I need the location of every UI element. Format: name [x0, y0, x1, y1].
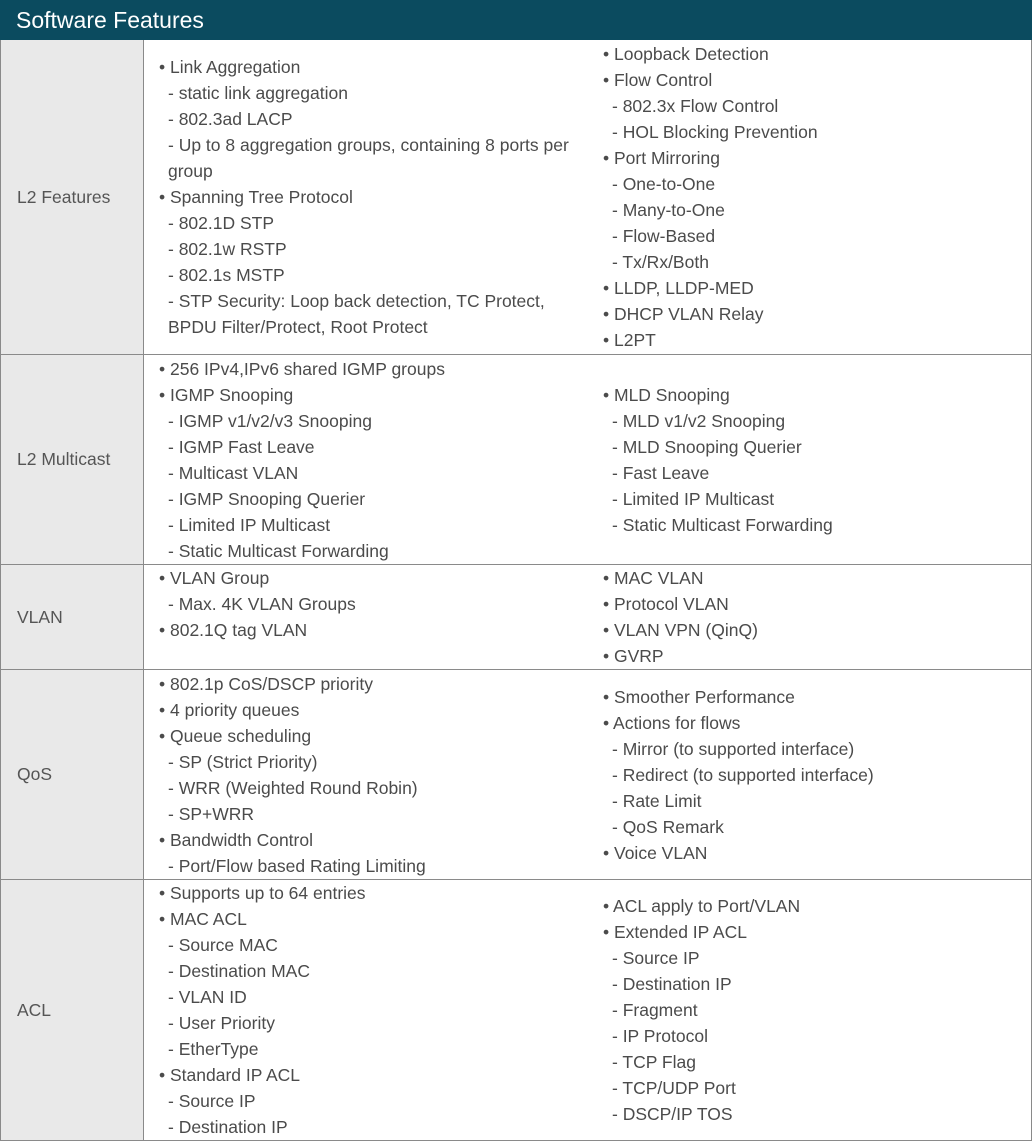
left-feature-list — [144, 40, 588, 354]
feature-item: • MAC ACL — [159, 909, 247, 929]
feature-subitem: - 802.1w RSTP — [168, 239, 287, 259]
feature-subitem: - IGMP Snooping Querier — [168, 488, 366, 509]
feature-item: • DHCP VLAN Relay — [603, 304, 764, 324]
feature-item: • Standard IP ACL — [159, 1065, 301, 1085]
feature-item: • ACL apply to Port/VLAN — [603, 896, 801, 916]
right-feature-list — [588, 40, 1031, 354]
feature-item: • VLAN VPN (QinQ) — [603, 620, 758, 640]
feature-item: • GVRP — [603, 646, 664, 666]
feature-subitem: - Destination MAC — [168, 961, 310, 981]
feature-subitem: - TCP/UDP Port — [612, 1078, 736, 1098]
feature-subitem: - 802.1D STP — [168, 213, 275, 233]
feature-item: • L2PT — [603, 330, 656, 350]
feature-item: • 4 priority queues — [159, 699, 300, 720]
feature-subitem: - EtherType — [168, 1039, 259, 1059]
feature-subitem: - Multicast VLAN — [168, 462, 299, 483]
feature-item: • Port Mirroring — [603, 148, 720, 168]
feature-subitem: - VLAN ID — [168, 987, 247, 1007]
feature-subitem: - Destination IP — [612, 974, 732, 994]
feature-subitem: - Redirect (to supported interface) — [612, 764, 874, 785]
feature-subitem: - Source MAC — [168, 935, 278, 955]
feature-subitem: - 802.3ad LACP — [168, 109, 293, 129]
feature-subitem: - Port/Flow based Rating Limiting — [168, 855, 426, 876]
feature-item: • Smoother Performance — [603, 686, 795, 707]
feature-item: • Extended IP ACL — [603, 922, 747, 942]
row-label: ACL — [17, 999, 52, 1020]
feature-subitem: - Mirror (to supported interface) — [612, 738, 855, 759]
feature-subitem: - Limited IP Multicast — [612, 488, 775, 509]
feature-subitem: - HOL Blocking Prevention — [612, 122, 818, 142]
left-feature-list — [144, 565, 588, 669]
row-label-cell — [1, 670, 144, 879]
feature-item: • Supports up to 64 entries — [159, 883, 366, 903]
feature-subitem: - 802.3x Flow Control — [612, 96, 779, 116]
feature-subitem: - Flow-Based — [612, 226, 716, 246]
feature-item: • Loopback Detection — [603, 44, 769, 64]
right-feature-list — [588, 670, 1031, 879]
row-label: QoS — [17, 764, 53, 784]
left-feature-list — [144, 880, 588, 1140]
feature-subitem: - WRR (Weighted Round Robin) — [168, 777, 418, 798]
feature-subitem: - IGMP v1/v2/v3 Snooping — [168, 410, 372, 431]
feature-subitem: - User Priority — [168, 1013, 275, 1033]
table-row — [1, 354, 1031, 564]
feature-item: • 256 IPv4,IPv6 shared IGMP groups — [159, 358, 445, 379]
row-label-cell — [1, 565, 144, 669]
table-row — [1, 40, 1031, 354]
feature-subitem: - MLD v1/v2 Snooping — [612, 410, 786, 431]
feature-item: • Bandwidth Control — [159, 829, 313, 850]
feature-item: • MLD Snooping — [603, 384, 730, 405]
feature-item: • Link Aggregation — [159, 57, 301, 77]
feature-subitem: - SP (Strict Priority) — [168, 751, 318, 772]
feature-subitem: - static link aggregation — [168, 83, 348, 103]
feature-subitem: - Source IP — [612, 948, 700, 968]
feature-subitem: - Tx/Rx/Both — [612, 252, 709, 272]
feature-subitem: - IGMP Fast Leave — [168, 436, 315, 457]
feature-item: • Flow Control — [603, 70, 713, 90]
feature-subitem: - 802.1s MSTP — [168, 265, 285, 285]
feature-item: • Protocol VLAN — [603, 594, 729, 614]
row-label: L2 Multicast — [17, 449, 111, 469]
feature-item: • Actions for flows — [603, 712, 741, 733]
feature-subitem: - Limited IP Multicast — [168, 514, 331, 535]
feature-subitem: - Static Multicast Forwarding — [168, 540, 389, 561]
feature-item: • 802.1Q tag VLAN — [159, 620, 308, 640]
right-feature-list — [588, 355, 1031, 564]
feature-subitem: - Source IP — [168, 1091, 256, 1111]
table-row — [1, 879, 1031, 1140]
table-row — [1, 669, 1031, 879]
feature-item: • Spanning Tree Protocol — [159, 187, 353, 207]
features-table — [0, 40, 1032, 1141]
feature-subitem: - Fast Leave — [612, 462, 710, 483]
feature-item: • MAC VLAN — [603, 568, 704, 588]
feature-subitem: - TCP Flag — [612, 1052, 696, 1072]
feature-subitem: - Fragment — [612, 1000, 698, 1020]
feature-item: • Voice VLAN — [603, 842, 708, 863]
feature-item: • 802.1p CoS/DSCP priority — [159, 673, 373, 694]
table-row — [1, 564, 1031, 669]
row-label-cell — [1, 355, 144, 564]
row-label: L2 Features — [17, 186, 111, 207]
feature-item: • IGMP Snooping — [159, 384, 294, 405]
feature-subitem: - DSCP/IP TOS — [612, 1104, 733, 1124]
feature-subitem: - Max. 4K VLAN Groups — [168, 594, 356, 614]
feature-subitem: - MLD Snooping Querier — [612, 436, 802, 457]
feature-item: • VLAN Group — [159, 568, 270, 588]
feature-subitem: - Destination IP — [168, 1117, 288, 1137]
left-feature-list — [144, 355, 588, 564]
feature-subitem: - STP Security: Loop back detection, TC Protect, BPDU Filter/Protect, Root Protect — [168, 291, 545, 337]
feature-subitem: - Up to 8 aggregation groups, containing 8 ports per group — [168, 135, 569, 181]
feature-item: • LLDP, LLDP-MED — [603, 278, 754, 298]
section-title: Software Features — [16, 7, 204, 33]
feature-subitem: - QoS Remark — [612, 816, 724, 837]
feature-subitem: - SP+WRR — [168, 803, 255, 824]
left-feature-list — [144, 670, 588, 879]
feature-subitem: - One-to-One — [612, 174, 716, 194]
feature-subitem: - Rate Limit — [612, 790, 702, 811]
feature-subitem: - Many-to-One — [612, 200, 725, 220]
row-label: VLAN — [17, 606, 63, 627]
feature-item: • Queue scheduling — [159, 725, 312, 746]
section-header — [0, 0, 1032, 40]
right-feature-list — [588, 565, 1031, 669]
row-label-cell — [1, 880, 144, 1140]
right-feature-list — [588, 880, 1031, 1140]
row-label-cell — [1, 40, 144, 354]
feature-subitem: - IP Protocol — [612, 1026, 708, 1046]
feature-subitem: - Static Multicast Forwarding — [612, 514, 833, 535]
